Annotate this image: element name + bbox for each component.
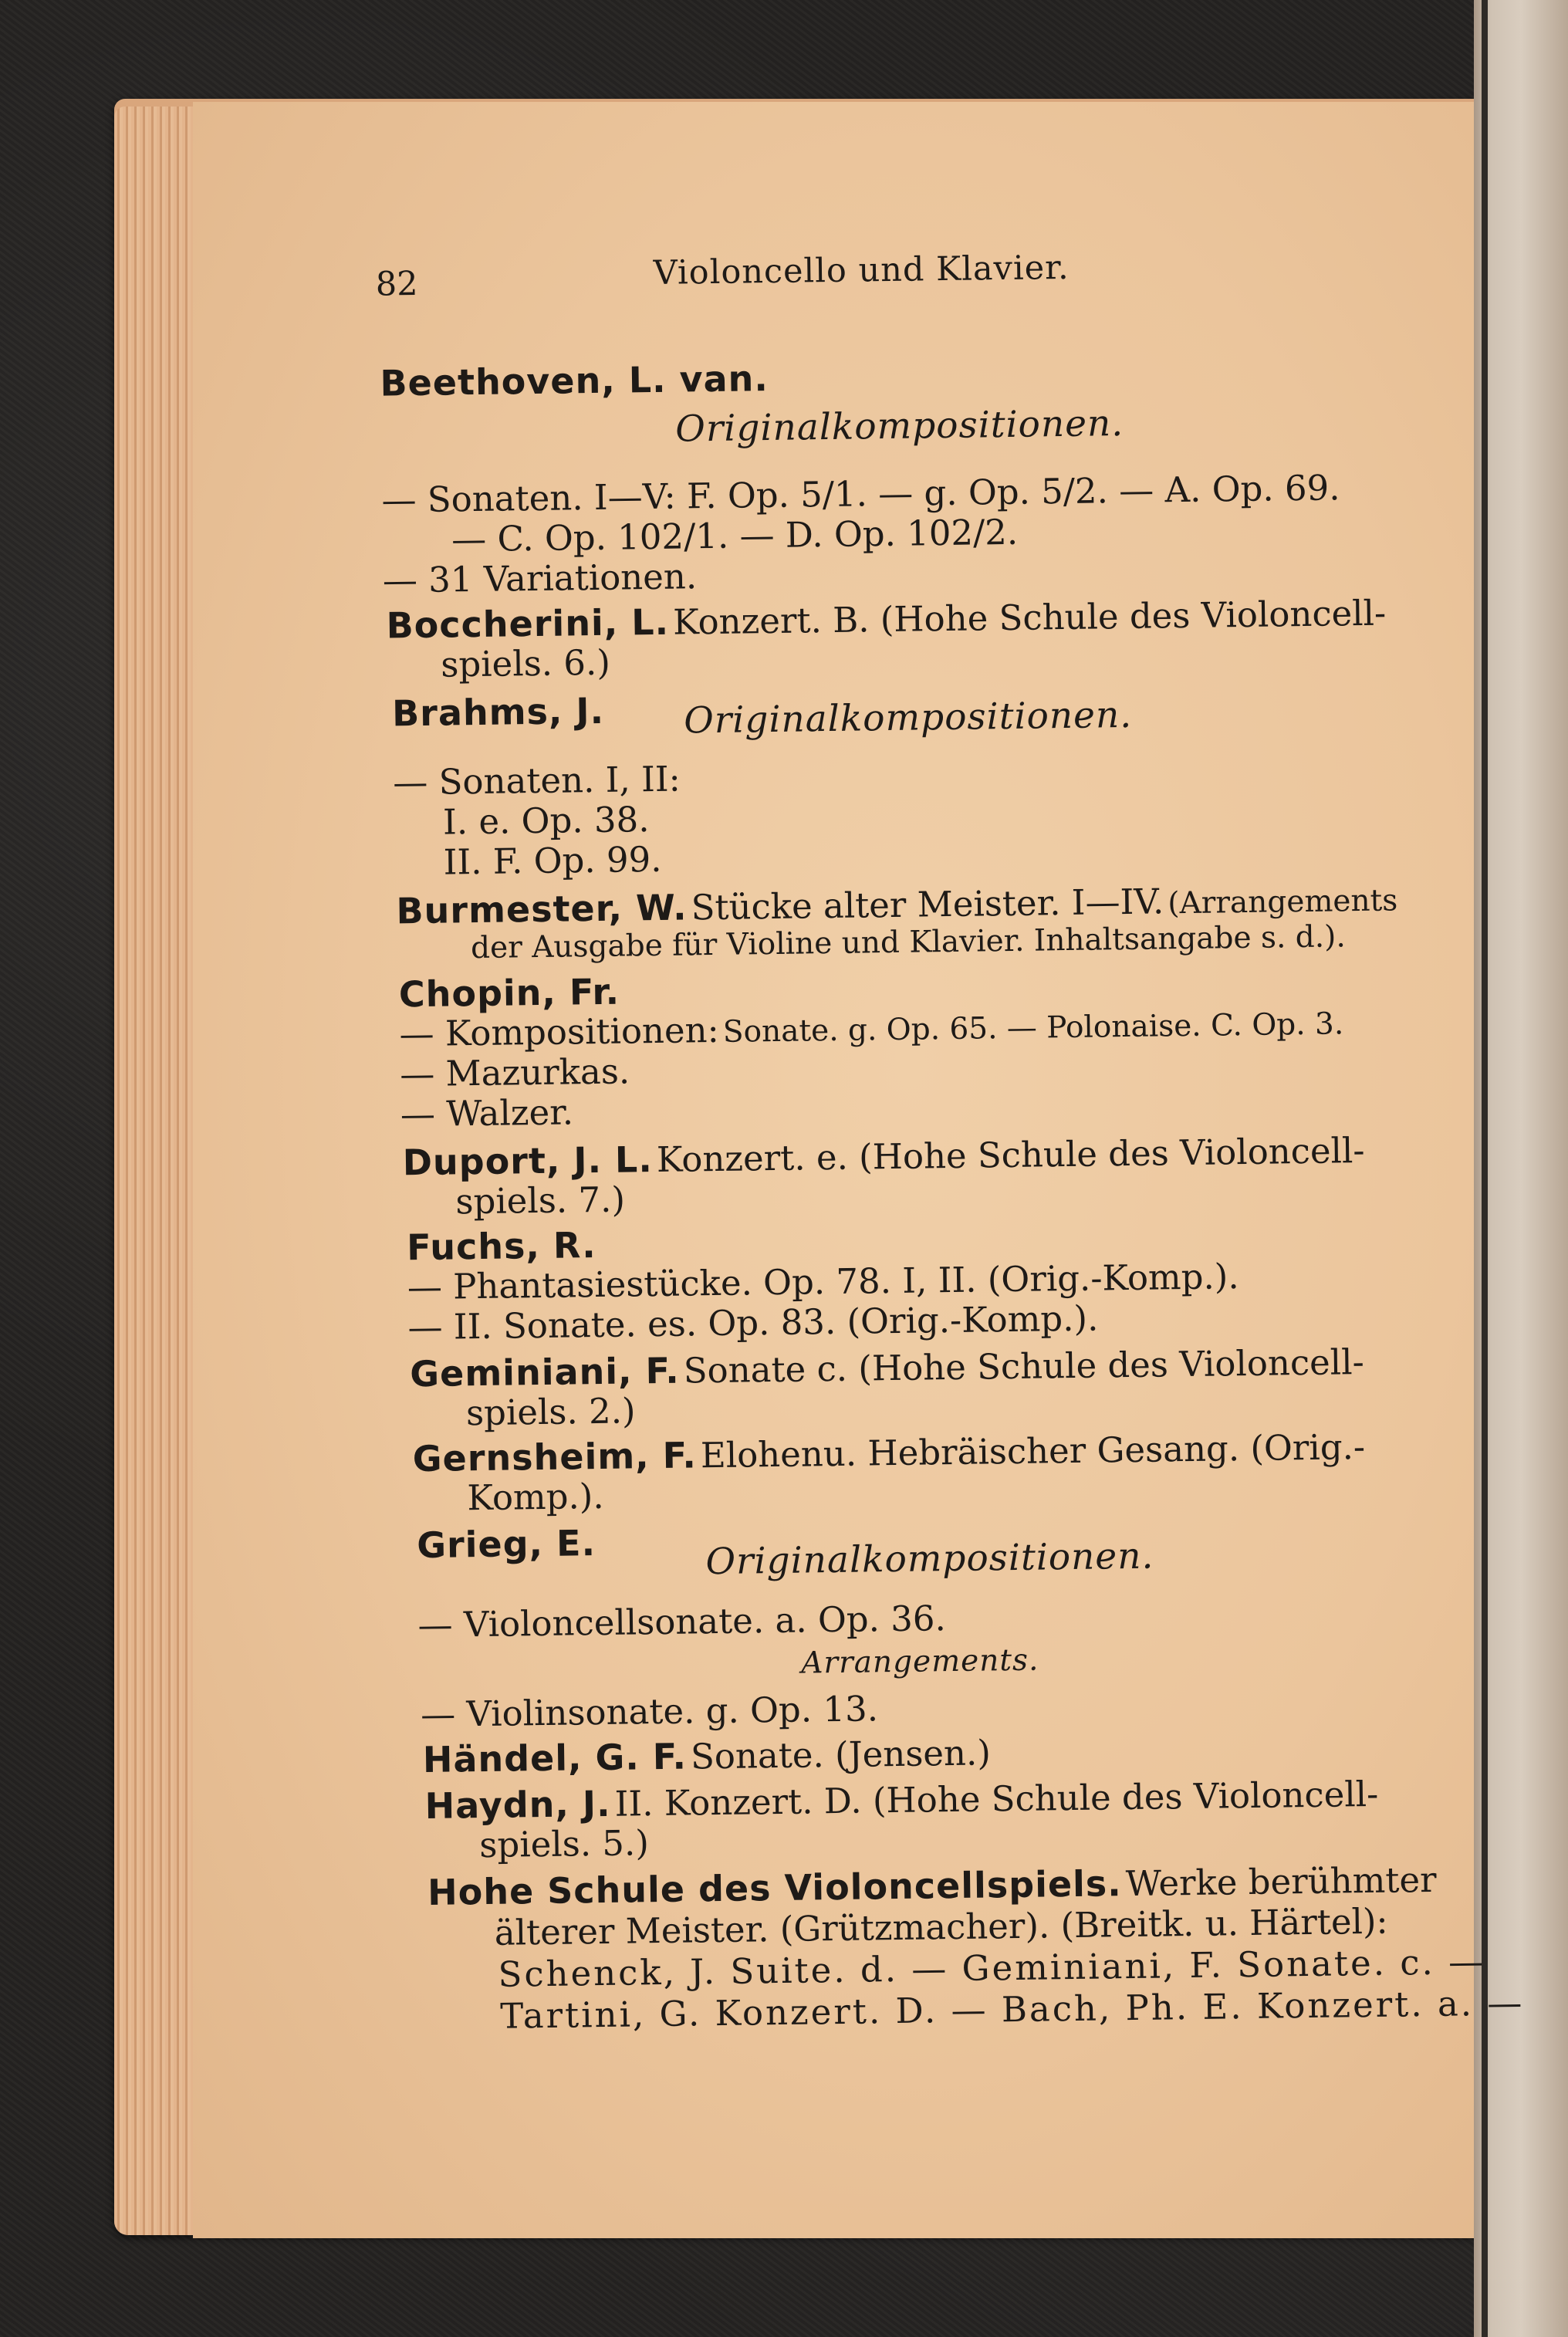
beethoven-line-1: — Sonaten. I—V: F. Op. 5/1. — g. Op. 5/2. — A. Op. 69. bbox=[381, 467, 1340, 521]
chopin-line-2: — Mazurkas. bbox=[399, 1050, 630, 1095]
entry-haydn bbox=[424, 1773, 1378, 1827]
chopin-line-1b: Sonate. g. Op. 65. — Polonaise. C. Op. 3. bbox=[722, 1006, 1344, 1050]
entry-name-geminiani: Geminiani, F. bbox=[409, 1349, 681, 1395]
geminiani-text-1: Sonate c. (Hohe Schule des Violoncell- bbox=[683, 1341, 1365, 1392]
subheading-grieg: Originalkompositionen. bbox=[705, 1534, 1154, 1584]
hohe-schule-text-2: älterer Meister. (Grützmacher). (Breitk. u. Härtel): bbox=[494, 1900, 1388, 1953]
entry-name-brahms: Brahms, J. bbox=[391, 689, 605, 735]
entry-name-duport: Duport, J. L. bbox=[402, 1138, 654, 1184]
entry-gernsheim bbox=[412, 1426, 1365, 1480]
burmester-text-1b: (Arrangements bbox=[1168, 883, 1398, 922]
entry-name-haydn: Haydn, J. bbox=[424, 1782, 611, 1827]
entry-name-beethoven: Beethoven, L. van. bbox=[380, 357, 769, 404]
beethoven-line-2: — C. Op. 102/1. — D. Op. 102/2. bbox=[451, 511, 1019, 560]
chopin-line-3: — Walzer. bbox=[400, 1091, 574, 1135]
entry-geminiani bbox=[410, 1341, 1364, 1395]
fuchs-line-1: — Phantasiestücke. Op. 78. I, II. (Orig.-Komp.). bbox=[407, 1256, 1239, 1308]
beethoven-line-3: — 31 Variationen. bbox=[382, 556, 698, 601]
entry-boccherini bbox=[386, 592, 1386, 647]
fuchs-line-2: — II. Sonate. es. Op. 83. (Orig.-Komp.). bbox=[407, 1297, 1099, 1348]
burmester-text-2: der Ausgabe für Violine und Klavier. Inhaltsangabe s. d.). bbox=[470, 919, 1347, 966]
haydn-text-2: spiels. 5.) bbox=[478, 1822, 650, 1866]
grieg-line-2: — Violinsonate. g. Op. 13. bbox=[420, 1688, 879, 1736]
haydn-text-1: II. Konzert. D. (Hohe Schule des Violoncell- bbox=[614, 1773, 1379, 1825]
entry-haendel bbox=[423, 1731, 992, 1781]
entry-name-hohe-schule: Hohe Schule des Violoncellspiels. bbox=[427, 1862, 1123, 1913]
chopin-line-1a: — Kompositionen: bbox=[399, 1009, 720, 1055]
duport-text-2: spiels. 7.) bbox=[455, 1179, 626, 1223]
running-title: Violoncello und Klavier. bbox=[653, 248, 1070, 293]
haendel-text-1: Sonate. (Jensen.) bbox=[690, 1732, 992, 1777]
geminiani-text-2: spiels. 2.) bbox=[465, 1390, 636, 1434]
hohe-schule-text-3: Schenck, J. Suite. d. — Geminiani, F. Sonate. c. — bbox=[498, 1941, 1486, 1995]
entry-name-haendel: Händel, G. F. bbox=[422, 1735, 688, 1781]
brahms-line-1: — Sonaten. I, II: bbox=[392, 758, 681, 803]
entry-name-burmester: Burmester, W. bbox=[396, 886, 688, 932]
gernsheim-text-1: Elohenu. Hebräischer Gesang. (Orig.- bbox=[700, 1426, 1366, 1476]
brahms-line-2: I. e. Op. 38. bbox=[442, 799, 650, 843]
entry-name-gernsheim: Gernsheim, F. bbox=[412, 1434, 698, 1480]
boccherini-text-1: Konzert. B. (Hohe Schule des Violoncell- bbox=[672, 592, 1387, 643]
brahms-line-3: II. F. Op. 99. bbox=[443, 838, 662, 883]
entry-name-chopin: Chopin, Fr. bbox=[398, 970, 620, 1016]
entry-name-boccherini: Boccherini, L. bbox=[386, 600, 670, 647]
hohe-schule-text-1: Werke berühmter bbox=[1125, 1858, 1437, 1905]
hohe-schule-text-4: Tartini, G. Konzert. D. — Bach, Ph. E. Konzert. a. — bbox=[499, 1982, 1525, 2037]
grieg-line-1: — Violoncellsonate. a. Op. 36. bbox=[417, 1598, 947, 1646]
page-number: 82 bbox=[375, 264, 418, 304]
subheading-grieg-arrangements: Arrangements. bbox=[801, 1642, 1039, 1681]
burmester-text-1: Stücke alter Meister. I—IV. bbox=[691, 881, 1164, 928]
entry-name-grieg: Grieg, E. bbox=[416, 1522, 596, 1567]
gernsheim-text-2: Komp.). bbox=[467, 1475, 604, 1519]
boccherini-text-2: spiels. 6.) bbox=[440, 641, 611, 685]
entry-duport bbox=[402, 1129, 1364, 1183]
duport-text-1: Konzert. e. (Hohe Schule des Violoncell- bbox=[656, 1129, 1365, 1180]
subheading-beethoven: Originalkompositionen. bbox=[674, 401, 1124, 451]
entry-name-fuchs: Fuchs, R. bbox=[406, 1224, 597, 1269]
subheading-brahms: Originalkompositionen. bbox=[683, 693, 1133, 742]
